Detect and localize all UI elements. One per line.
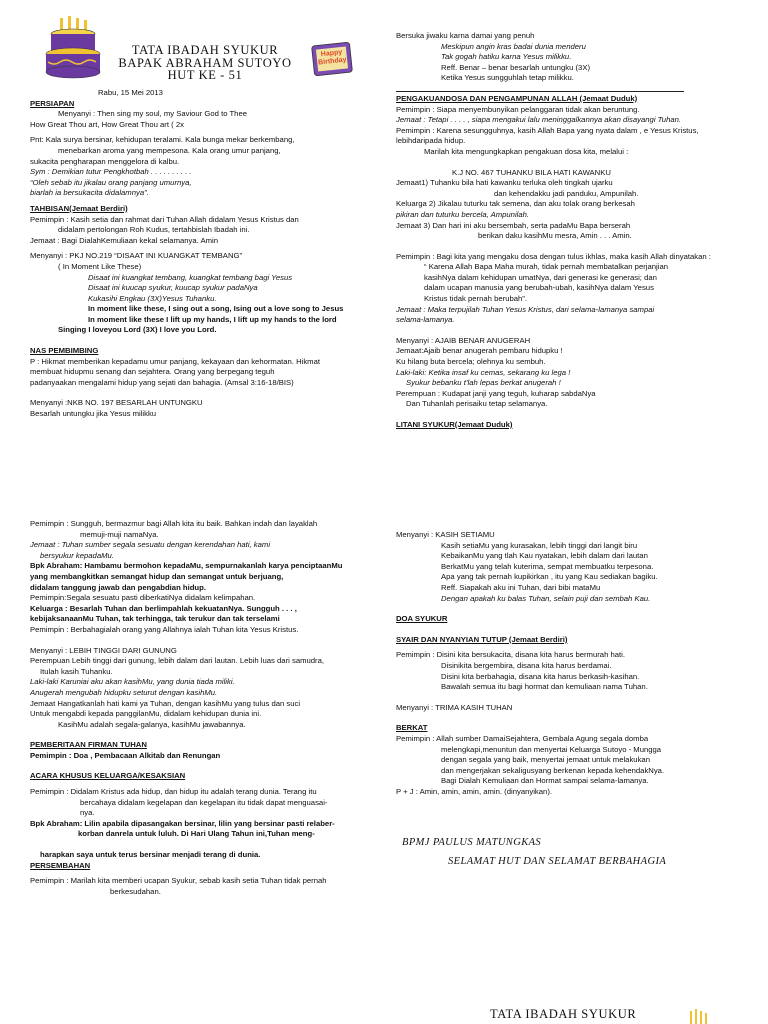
section-pengakuan-dosa: PENGAKUANDOSA DAN PENGAMPUNAN ALLAH (Jemaat Duduk) [396, 93, 638, 103]
page-subtitle: BAPAK ABRAHAM SUTOYO [118, 55, 292, 70]
text-line: kebijaksanaanMu Tuhan, tak terhingga, tak terukur dan tak terselami [30, 614, 280, 624]
text-line: Jemaat : Tetapi . . . . , siapa mengakui lalu meninggalkannya akan disayangi Tuhan. [396, 115, 682, 125]
text-line: Reff. Benar – benar besarlah untungku (3X) [441, 62, 591, 72]
hymn-title: Menyanyi : PKJ NO.219 “DISAAT INI KUANGKAT TEMBANG” [30, 251, 243, 261]
text-line: In moment like these, I sing out a song, Ising out a love song to Jesus [88, 304, 344, 314]
text-line: Disini kita berbahagia, disana kita harus berkasih-kasihan. [441, 671, 640, 681]
text-line: Pemimpin : Kasih setia dan rahmat dari Tuhan Allah didalam Yesus Kristus dan [30, 214, 299, 224]
divider [396, 91, 684, 92]
bottom-title: TATA IBADAH SYUKUR [490, 1007, 637, 1021]
text-line: Bersuka jiwaku karna damai yang penuh [396, 31, 535, 40]
hymn-title: Menyanyi : AJAIB BENAR ANUGERAH [396, 335, 531, 345]
text-line: Jemaat : Bagi DialahKemuliaan kekal selamanya. Amin [30, 235, 219, 245]
text-line: Dengan apakah ku balas Tuhan, selain puji dan sembah Kau. [441, 593, 651, 603]
text-line: Syukur bebanku t’lah lepas berkat anugerah ! [406, 378, 561, 388]
text-line: Menyanyi : Then sing my soul, my Saviour God to Thee [58, 109, 248, 119]
badge-text: Happy Birthday [317, 48, 347, 67]
hymn-title: K.J NO. 467 TUHANKU BILA HATI KAWANKU [452, 167, 611, 177]
text-line: pikiran dan tuturku bercela, Ampunilah. [396, 209, 530, 219]
section-pemberitaan-firman: PEMBERITAAN FIRMAN TUHAN [30, 740, 147, 750]
text-line: Pemimpin : Doa , Pembacaan Alkitab dan Renungan [30, 750, 221, 760]
text-line: ( In Moment Like These) [58, 261, 142, 271]
text-line: Bawalah semua itu bagi hormat dan kemuliaan nama Tuhan. [441, 682, 648, 692]
page-subtitle-2: HUT KE - 51 [167, 68, 243, 82]
text-line: Pemimpin : Siapa menyembunyikan pelanggaran tidak akan beruntung. [396, 104, 640, 114]
text-line: Kasih setiaMu yang kurasakan, lebih tinggi dari langit biru [441, 540, 638, 550]
text-line: Kukasihi Engkau (3X)Yesus Tuhanku. [88, 293, 217, 303]
text-line: Laki-laki Karuniai aku akan kasihMu, yang dunia tiada miliki. [30, 677, 235, 687]
text-line: Tak gogah hatiku karna Yesus milikku. [441, 52, 572, 62]
section-doa-syukur: DOA SYUKUR [396, 614, 448, 624]
text-line: Keluarga 2) Jikalau tuturku tak semena, dan aku tolak orang berkesah [396, 199, 635, 209]
closing-greeting: SELAMAT HUT DAN SELAMAT BERBAHAGIA [448, 856, 667, 867]
section-persiapan: PERSIAPAN [30, 98, 75, 108]
text-line: Pemimpin : Karena sesungguhnya, kasih Allah Bapa yang nyata dalam , e Yesus Kristus, [396, 125, 699, 135]
text-line: berkesudahan. [110, 886, 161, 896]
text-line: Ku hilang buta bercela; olehnya ku sembuh. [396, 357, 546, 367]
text-line: Bagi Dialah Kemuliaan dan Hormat sampai selama-lamanya. [441, 776, 649, 786]
text-line: Perempuan : Kudapat janji yang teguh, kuharap sabdaNya [396, 388, 596, 398]
text-line: sukacita pengharapan menggelora di kalbu. [30, 156, 180, 166]
text-line: Disinikita bergembira, disana kita harus berdamai. [441, 660, 612, 670]
text-line: P : Hikmat memberikan kepadamu umur panjang, kekayaan dan kehormatan. Hikmat [30, 356, 320, 366]
hymn-title: Menyanyi : LEBIH TINGGI DARI GUNUNG [30, 645, 177, 655]
closing-signature: BPMJ PAULUS MATUNGKAS [402, 837, 542, 848]
cake-image-small [682, 1009, 712, 1024]
text-line: Dan Tuhanlah perisaiku tetap selamanya. [406, 399, 548, 409]
text-line: bercahaya didalam kegelapan dan kegelapan itu tidak dapat menguasai- [80, 797, 328, 807]
text-line: Jemaat Hangatkanlah hati kami ya Tuhan, dengan kasihMu yang tulus dan suci [30, 698, 301, 708]
cake-image [44, 16, 102, 82]
text-line: Disaat ini kuangkat tembang, kuangkat tembang bagi Yesus [88, 272, 293, 282]
text-line: Pemimpin : Allah sumber DamaiSejahtera, Gembala Agung segala domba [396, 733, 649, 743]
text-line: Pemimpin : Berbahagialah orang yang Allahnya ialah Tuhan kita Yesus Kristus. [30, 624, 299, 634]
text-line: Pemimpin : Disini kita bersukacita, disana kita harus bermurah hati. [396, 650, 626, 660]
text-line: dan kehendakku jadi panduku, Ampunilah. [494, 188, 639, 198]
text-line: membuat hidupmu senang dan sejahtera. Orang yang berpegang teguh [30, 367, 275, 377]
text-line: Jemaat : Tuhan sumber segala sesuatu dengan kerendahan hati, kami [30, 540, 271, 550]
text-line: Pemimpin : Bagi kita yang mengaku dosa dengan tulus ikhlas, maka kasih Allah dinyatakan : [396, 251, 711, 261]
text-line: biarlah ia bersukacita didalamnya”. [30, 188, 149, 198]
quadrant-top-left [30, 88, 370, 420]
text-line: “ Karena Allah Bapa Maha murah, tidak pernah membatalkan perjanjian [424, 262, 669, 272]
text-line: selama-lamanya. [396, 315, 455, 325]
text-line: BerkatMu yang telah kuterima, sempat membuatku terpesona. [441, 561, 654, 571]
text-line: Pemimpin : Didalam Kristus ada hidup, dan hidup itu adalah terang dunia. Terang itu [30, 787, 317, 797]
text-line: memuji-muji namaNya. [80, 529, 159, 539]
text-line: In moment like these I lift up my hands, I lift up my hands to the lord [88, 314, 337, 324]
text-line: dengan segala yang baik, menyertai jemaat untuk melakukan [441, 755, 650, 765]
text-line: berikan daku kasihMu mesra, Amin . . . Amin. [478, 231, 632, 241]
text-line: Bpk Abraham: Lilin apabila dipasangakan bersinar, lilin yang bersinar pasti relaber- [30, 818, 335, 828]
text-line: dan mengerjakan sekaligusyang berkenan kepada kehendakNya. [441, 765, 665, 775]
text-line: Pnt: Kala surya bersinar, kehidupan teralami. Kala bunga mekar berkembang, [30, 135, 295, 145]
text-line: Itulah kasih Tuhanku. [40, 666, 113, 676]
text-line: nya. [80, 808, 95, 818]
text-line: Bpk Abraham: Hambamu bermohon kepadaMu, sempurnakanlah karya penciptaanMu [30, 561, 343, 571]
hymn-title: Menyanyi :NKB NO. 197 BESARLAH UNTUNGKU [30, 398, 203, 408]
section-berkat: BERKAT [396, 723, 428, 733]
text-line: Anugerah mengubah hidupku seturut dengan kasihMu. [30, 687, 218, 697]
text-line: Besarlah untungku jika Yesus milikku [30, 409, 157, 419]
birthday-badge [311, 40, 353, 76]
text-line: P + J : Amin, amin, amin, amin. (dinyanyikan). [396, 786, 553, 796]
page-title: TATA IBADAH SYUKUR [131, 43, 279, 57]
text-line: Jemaat1) Tuhanku bila hati kawanku terluka oleh tingkah ujarku [396, 178, 613, 188]
section-acara-khusus: ACARA KHUSUS KELUARGA/KESAKSIAN [30, 771, 186, 781]
text-line: Laki-laki: Ketika insaf ku cemas, sekarang ku lega ! [396, 367, 571, 377]
quadrant-bottom-left [30, 519, 370, 897]
text-line: Sym : Demikian tutur Pengkhotbah . . . . . . . . . . [30, 167, 192, 177]
section-nas-pembimbing: NAS PEMBIMBING [30, 346, 99, 356]
text-line: Keluarga : Besarlah Tuhan dan berlimpahlah kekuatanNya. Sungguh . . . , [30, 603, 297, 613]
text-line: Apa yang tak pernah kupikirkan , itu yang Kau sediakan bagiku. [441, 572, 658, 582]
section-persembahan: PERSEMBAHAN [30, 860, 91, 870]
text-line: padanyaakan mengalami hidup yang sejati dan bahagia. (Amsal 3:16-18/BIS) [30, 377, 294, 387]
text-line: dalam ucapan manusia yang berubah-ubah, kasihNya dalam Yesus [424, 283, 654, 293]
text-line: Untuk mengabdi kepada panggilanMu, didalam kehidupan dunia ini. [30, 709, 262, 719]
quadrant-bottom-right [396, 530, 756, 797]
text-line: Perempuan Lebih tinggi dari gunung, lebih dalam dari lautan. Lebih luas dari samudra, [30, 656, 325, 666]
text-line: Ketika Yesus sungguhlah tetap milikku. [441, 73, 574, 83]
text-line: KebaikanMu yang tlah Kau nyatakan, lebih dalam dari lautan [441, 551, 648, 561]
service-date: Rabu, 15 Mei 2013 [98, 88, 163, 97]
text-line: Jemaat : Maka terpujilah Tuhan Yesus Kristus, dari selama-lamanya sampai [396, 304, 655, 314]
text-line: kasihNya dalam kehidupan umatNya, dari generasi ke generasi; dan [424, 272, 657, 282]
text-line: Marilah kita mengungkapkan pengakuan dosa kita, melalui : [424, 146, 629, 156]
section-litani-syukur: LITANI SYUKUR(Jemaat Duduk) [396, 420, 513, 429]
text-line: Disaat ini kuucap syukur, kuucap syukur padaNya [88, 283, 258, 293]
text-line: KasihMu adalah segala-galanya, kasihMu jawabannya. [58, 719, 246, 729]
text-line: Singing I loveyou Lord (3X) I love you Lord. [58, 325, 217, 335]
text-line: Kristus tidak pernah berubah”. [424, 294, 527, 304]
text-line: melengkapi,menuntun dan menyertai Keluarga Sutoyo - Mungga [441, 744, 662, 754]
header-titles [105, 44, 305, 82]
text-line: bersyukur kepadaMu. [40, 550, 114, 560]
hymn-title: Menyanyi : TRIMA KASIH TUHAN [396, 702, 513, 712]
text-line: Meskipun angin kras badai dunia menderu [441, 41, 586, 51]
text-line: menebarkan aroma yang mempesona. Kala orang umur panjang, [58, 145, 281, 155]
text-line: “Oleh sebab itu jikalau orang panjang umurnya, [30, 177, 192, 187]
text-line: Pemimpin : Marilah kita memberi ucapan Syukur, sebab kasih setia Tuhan tidak pernah [30, 876, 327, 886]
text-line: Jemaat 3) Dan hari ini aku bersembah, serta padaMu Bapa berserah [396, 220, 631, 230]
text-line: Pemimpin:Segala sesuatu pasti diberkatiNya didalam kelimpahan. [30, 593, 256, 603]
hymn-title: Menyanyi : KASIH SETIAMU [396, 530, 495, 539]
text-line: korban danrela untuk luluh. Di Hari Ulang Tahun ini,Tuhan meng- [78, 829, 315, 839]
text-line: lebihdaripada hidup. [396, 136, 466, 146]
text-line: yang membangkitkan semangat hidup dan semangat untuk berjuang, [30, 571, 284, 581]
text-line: Reff. Siapakah aku ini Tuhan, dari bibi mataMu [441, 582, 601, 592]
section-syair-nyanyian-tutup: SYAIR DAN NYANYIAN TUTUP (Jemaat Berdiri) [396, 634, 568, 644]
text-line: Jemaat:Ajaib benar anugerah pembaru hidupku ! [396, 346, 563, 356]
text-line: Pemimpin : Sungguh, bermazmur bagi Allah kita itu baik. Bahkan indah dan layaklah [30, 519, 318, 528]
text-line: didalam tanggung jawab dan pengabdian hidup. [30, 582, 206, 592]
text-line: harapkan saya untuk terus bersinar menjadi terang di dunia. [40, 850, 261, 860]
text-line: didalam pertolongan Roh Kudus, tertahbislah Ibadah ini. [58, 225, 250, 235]
text-line: How Great Thou art, How Great Thou art ( 2x [30, 119, 184, 129]
section-tahbisan: TAHBISAN(Jemaat Berdiri) [30, 203, 128, 213]
